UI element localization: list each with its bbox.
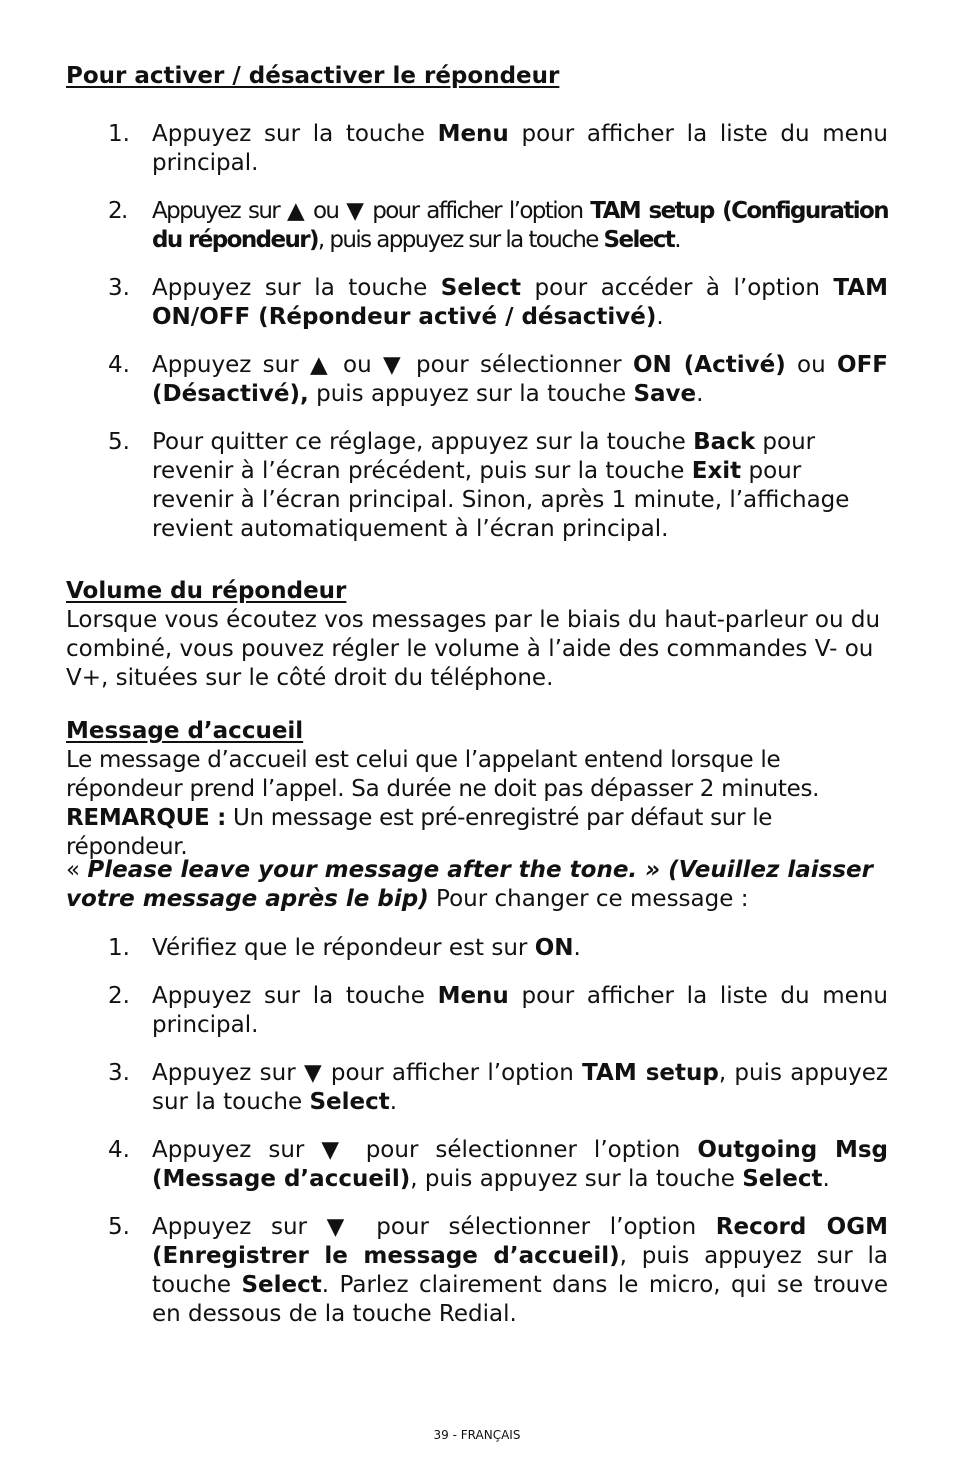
list-item: 1. Vérifiez que le répondeur est sur ON. (108, 935, 581, 961)
default-message-text: Please leave your message after the tone. » (Veuillez laisser votre message après le bip) (66, 857, 873, 912)
step-number: 3. (108, 1060, 130, 1086)
list-item: 4. Appuyez sur ▼ pour sélectionner l’option Outgoing Msg (Message d’accueil), puis appuyez sur la touche Select. (108, 1137, 888, 1192)
list-item: 2. Appuyez sur ▲ ou ▼ pour afficher l’option TAM setup (Configuration du répondeur), puis appuyez sur la touche Select. (108, 198, 888, 253)
menu-key-label: Menu (437, 983, 509, 1009)
select-key-label: Select (742, 1166, 823, 1192)
step-number: 2. (108, 983, 130, 1009)
record-ogm-label: Record OGM (Enregistrer le message d’accueil) (152, 1214, 888, 1269)
off-option-label: OFF (Désactivé), (152, 352, 888, 407)
tam-setup-label: TAM setup (Configuration du répondeur) (152, 198, 888, 253)
note-label: REMARQUE : (66, 805, 226, 831)
section-heading-volume: Volume du répondeur (66, 578, 347, 604)
step-number: 1. (108, 121, 130, 147)
step-number: 2. (108, 198, 127, 224)
step-number: 4. (108, 352, 130, 378)
step-number: 5. (108, 1214, 130, 1240)
outgoing-msg-label: Outgoing Msg (Message d’accueil) (152, 1137, 888, 1192)
list-item: 5. Pour quitter ce réglage, appuyez sur la touche Back pour revenir à l’écran précédent, puis sur la touche Exit pour revenir à l’écran principal. Sinon, après 1 minute, l’affichage revient automatiquement à l’écran principal. (108, 429, 850, 542)
step-number: 3. (108, 275, 130, 301)
on-option-label: ON (Activé) (632, 352, 786, 378)
steps-list-greeting (108, 934, 888, 1329)
step-number: 1. (108, 935, 130, 961)
save-key-label: Save (633, 381, 697, 407)
list-item: 2. Appuyez sur la touche Menu pour afficher la liste du menu principal. (108, 983, 888, 1038)
select-key-label: Select (241, 1272, 322, 1298)
select-key-label: Select (603, 227, 675, 253)
tam-setup-label: TAM setup (582, 1060, 719, 1086)
back-key-label: Back (693, 429, 756, 455)
section-heading-greeting: Message d’accueil (66, 718, 304, 744)
step-number: 4. (108, 1137, 130, 1163)
step-number: 5. (108, 429, 130, 455)
list-item: 3. Appuyez sur ▼ pour afficher l’option TAM setup, puis appuyez sur la touche Select. (108, 1060, 888, 1115)
tam-onoff-label: TAM ON/OFF (Répondeur activé / désactivé) (152, 275, 888, 330)
exit-key-label: Exit (691, 458, 742, 484)
list-item: 3. Appuyez sur la touche Select pour accéder à l’option TAM ON/OFF (Répondeur activé / désactivé). (108, 275, 888, 330)
list-item: 5. Appuyez sur ▼ pour sélectionner l’option Record OGM (Enregistrer le message d’accueil), puis appuyez sur la touche Select. Parlez clairement dans le micro, qui se trouve en dessous de la touche Redial. (108, 1214, 888, 1327)
greeting-paragraph: Le message d’accueil est celui que l’appelant entend lorsque le répondeur prend l’appel. Sa durée ne doit pas dépasser 2 minutes. REMARQUE : Un message est pré-enregistré par défaut sur le répondeur. (66, 747, 820, 860)
menu-key-label: Menu (437, 121, 509, 147)
list-item: 4. Appuyez sur ▲ ou ▼ pour sélectionner ON (Activé) ou OFF (Désactivé), puis appuyez sur la touche Save. (108, 352, 888, 407)
default-message-quote: « Please leave your message after the tone. » (Veuillez laisser votre message après le bip) Pour changer ce message : (66, 857, 873, 912)
select-key-label: Select (309, 1089, 390, 1115)
on-label: ON (534, 935, 574, 961)
section-heading-activate: Pour activer / désactiver le répondeur (66, 63, 560, 89)
steps-list-activate (108, 120, 888, 544)
select-key-label: Select (440, 275, 522, 301)
list-item: 1. Appuyez sur la touche Menu pour afficher la liste du menu principal. (108, 121, 888, 176)
page-footer: 39 - FRANÇAIS (433, 1428, 521, 1442)
volume-paragraph: Lorsque vous écoutez vos messages par le biais du haut-parleur ou du combiné, vous pouvez régler le volume à l’aide des commandes V- ou V+, situées sur le côté droit du téléphone. (66, 607, 881, 691)
